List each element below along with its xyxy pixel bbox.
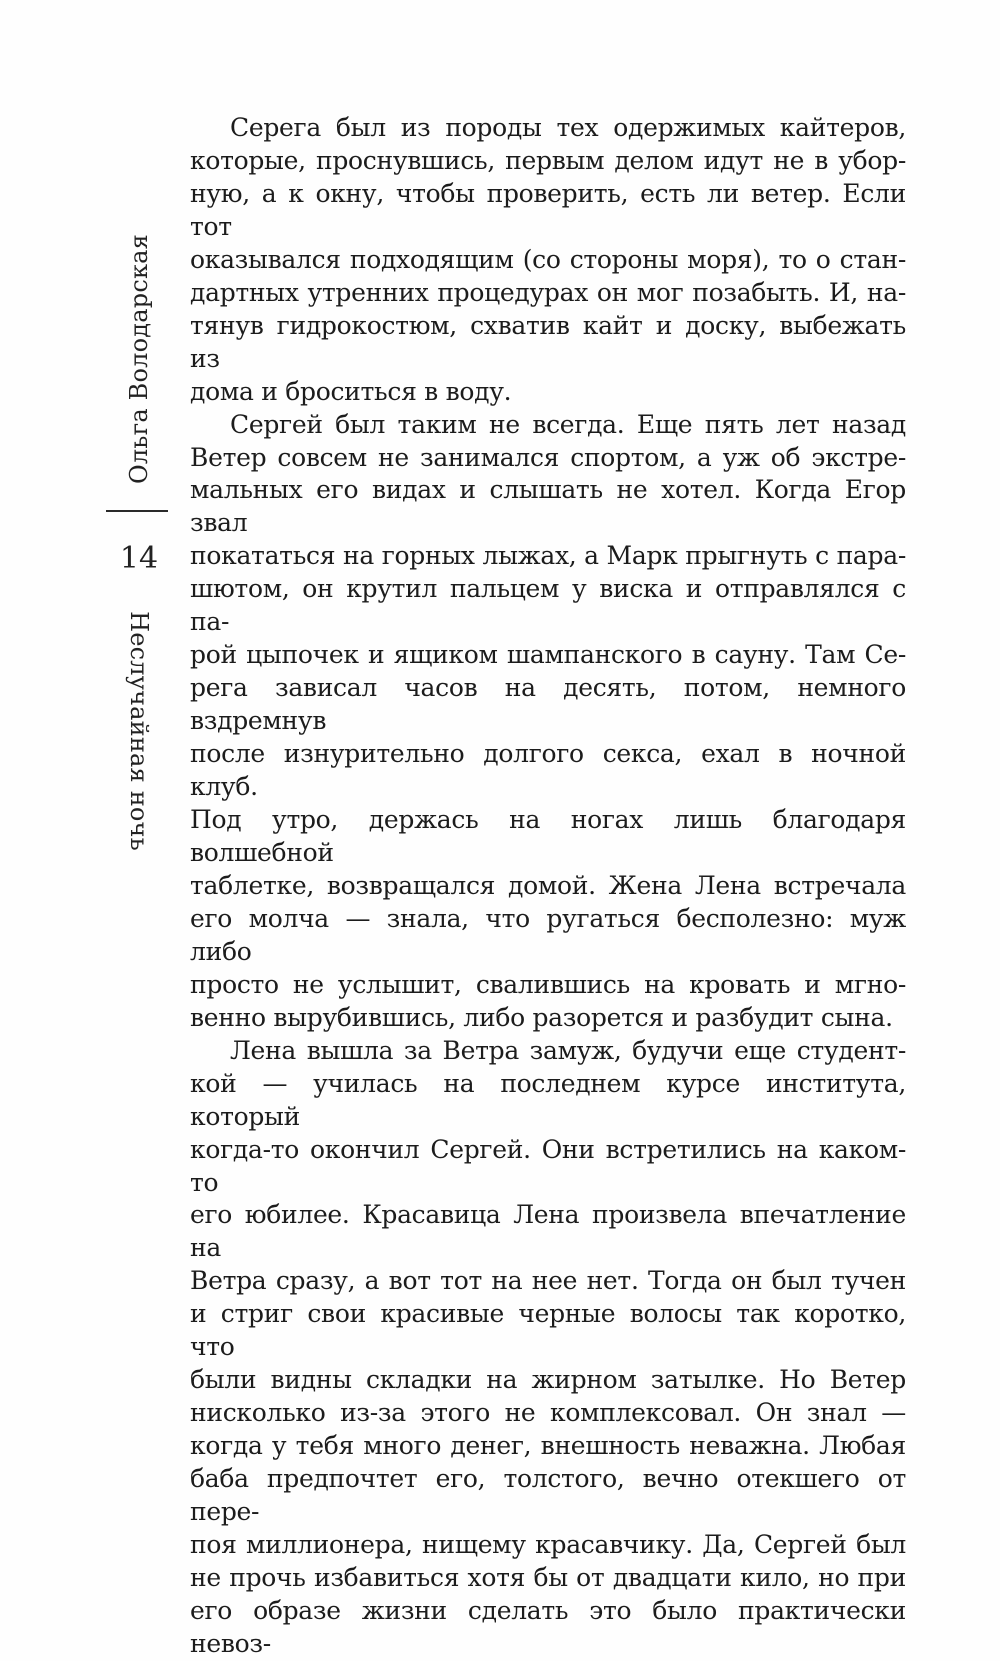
text-line: рой цыпочек и ящиком шампанского в сауну. Там Се- [190,640,906,670]
text-line: баба предпочтет его, толстого, вечно отекшего от пере- [190,1464,906,1527]
text-line: не прочь избавиться хотя бы от двадцати кило, но при [190,1562,906,1592]
page-number: 14 [119,541,159,576]
text-line: дома и броситься в воду. [190,376,512,406]
text-line: Ветра сразу, а вот тот на нее нет. Тогда он был тучен [190,1266,906,1296]
text-line: его юбилее. Красавица Лена произвела впечатление на [190,1200,906,1263]
page-text-column [190,112,906,1661]
text-line: Сергей был таким не всегда. Еще пять лет назад [230,409,906,439]
text-line: поя миллионера, нищему красавчику. Да, Сергей был [190,1529,906,1559]
text-line: кой — училась на последнем курсе института, который [190,1068,906,1131]
text-line: и стриг свои красивые черные волосы так коротко, что [190,1299,906,1362]
text-line: тянув гидрокостюм, схватив кайт и доску, выбежать из [190,310,906,373]
text-line: таблетке, возвращался домой. Жена Лена встречала [190,870,906,900]
text-line: ную, а к окну, чтобы проверить, есть ли ветер. Если тот [190,178,906,241]
text-line: покататься на горных лыжах, а Марк прыгнуть с пара- [190,541,906,571]
text-line: Лена вышла за Ветра замуж, будучи еще студент- [230,1035,906,1065]
text-line: нисколько из-за этого не комплексовал. Он знал — [190,1398,906,1428]
text-line: были видны складки на жирном затылке. Но Ветер [190,1365,906,1395]
text-line: Под утро, держась на ногах лишь благодаря волшебной [190,805,906,867]
text-line: дартных утренних процедурах он мог позабыть. И, на- [190,277,906,307]
text-line: после изнурительно долгого секса, ехал в ночной клуб. [190,739,906,802]
text-line: которые, проснувшись, первым делом идут не в убор- [190,145,906,175]
text-line: его молча — знала, что ругаться бесполезно: муж либо [190,903,906,966]
text-line: рега зависал часов на десять, потом, немного вздремнув [190,673,906,736]
sidebar-author-vertical-text: Ольга Володарская [125,233,153,485]
text-line: Ветер совсем не занимался спортом, а уж об экстре- [190,442,906,472]
text-line: венно вырубившись, либо разорется и разбудит сына. [190,1002,893,1032]
text-line: когда у тебя много денег, внешность неважна. Любая [190,1431,906,1461]
text-line: его образе жизни сделать это было практически невоз- [190,1595,906,1658]
text-line: просто не услышит, свалившись на кровать и мгно- [190,969,906,999]
text-line: оказывался подходящим (со стороны моря), то о стан- [190,244,906,274]
text-line: Серега был из породы тех одержимых кайтеров, [230,113,906,142]
text-line: когда-то окончил Сергей. Они встретились на каком-то [190,1134,906,1197]
sidebar-book-title-vertical-text: Неслучайная ночь [125,611,153,851]
text-line: мальных его видах и слышать не хотел. Когда Егор звал [190,475,906,538]
text-line: шютом, он крутил пальцем у виска и отправлялся с па- [190,574,906,637]
sidebar-divider-rule [106,510,168,512]
